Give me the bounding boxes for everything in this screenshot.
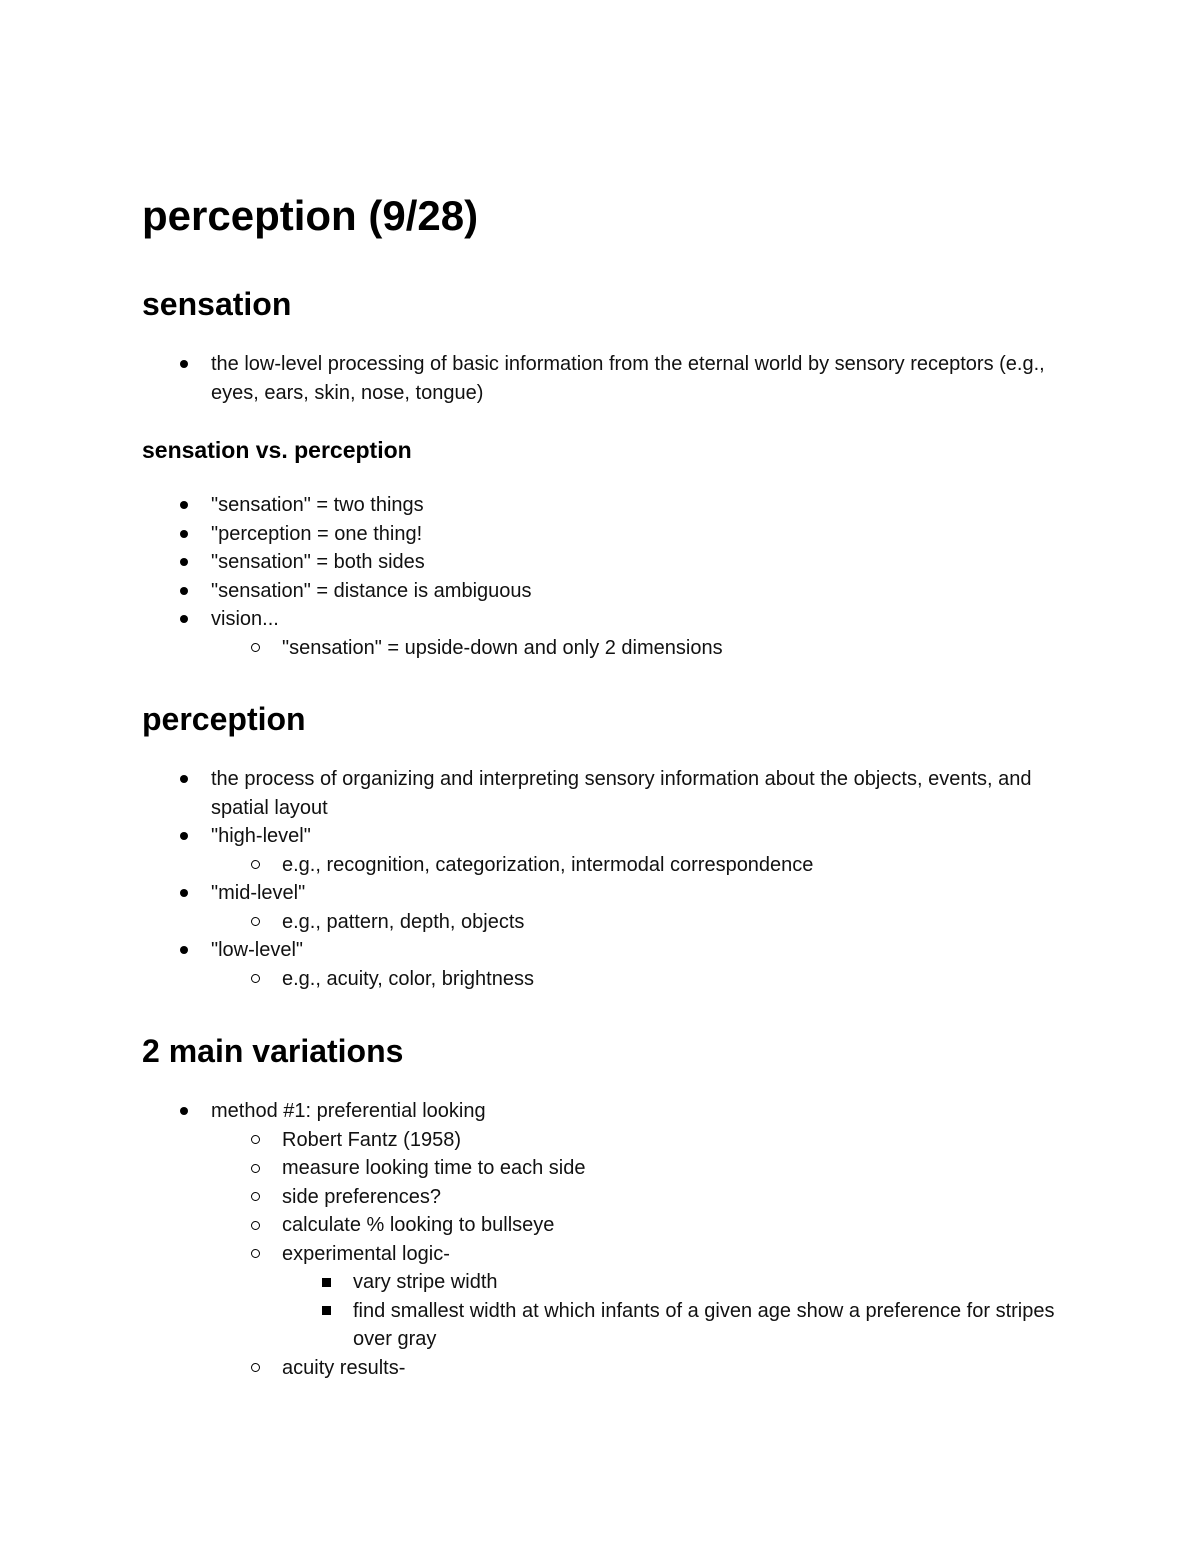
bullet-circle-icon	[247, 851, 263, 880]
list-item: "perception = one thing!	[142, 520, 723, 549]
bullet-circle-icon	[247, 908, 263, 937]
list-item: "low-level"	[142, 936, 1072, 965]
heading-perception: perception	[142, 701, 306, 737]
sensation-vs-perception-list	[142, 491, 723, 662]
list-item: "high-level"	[142, 822, 1072, 851]
bullet-circle-icon	[247, 1354, 263, 1383]
bullet-square-icon	[318, 1268, 334, 1297]
list-item: calculate % looking to bullseye	[142, 1211, 1072, 1240]
bullet-square-icon	[318, 1297, 334, 1326]
heading-2-main-variations: 2 main variations	[142, 1033, 404, 1069]
bullet-circle-icon	[247, 965, 263, 994]
list-item: "sensation" = both sides	[142, 548, 723, 577]
list-item: e.g., recognition, categorization, intermodal correspondence	[142, 851, 1072, 880]
bullet-circle-icon	[247, 1126, 263, 1155]
bullet-dot-icon	[176, 1097, 192, 1126]
page-title: perception (9/28)	[142, 192, 479, 239]
bullet-circle-icon	[247, 1240, 263, 1269]
bullet-dot-icon	[176, 936, 192, 965]
variations-list	[142, 1097, 1072, 1382]
list-item: "sensation" = two things	[142, 491, 723, 520]
list-item: the low-level processing of basic information from the eternal world by sensory receptors (e.g., eyes, ears, skin, nose, tongue)	[142, 350, 1072, 407]
bullet-dot-icon	[176, 577, 192, 606]
list-item: "sensation" = distance is ambiguous	[142, 577, 723, 606]
list-item: method #1: preferential looking	[142, 1097, 1072, 1126]
list-item: side preferences?	[142, 1183, 1072, 1212]
bullet-dot-icon	[176, 350, 192, 379]
list-item: the process of organizing and interpreting sensory information about the objects, events, and spatial layout	[142, 765, 1072, 822]
bullet-dot-icon	[176, 765, 192, 794]
list-item: e.g., pattern, depth, objects	[142, 908, 1072, 937]
bullet-dot-icon	[176, 548, 192, 577]
list-item: "sensation" = upside-down and only 2 dimensions	[142, 634, 723, 663]
list-item: "mid-level"	[142, 879, 1072, 908]
sensation-list	[142, 350, 1072, 407]
list-item: e.g., acuity, color, brightness	[142, 965, 1072, 994]
list-item: Robert Fantz (1958)	[142, 1126, 1072, 1155]
bullet-dot-icon	[176, 605, 192, 634]
bullet-circle-icon	[247, 1211, 263, 1240]
list-item: experimental logic-	[142, 1240, 1072, 1269]
heading-sensation: sensation	[142, 286, 292, 322]
perception-list	[142, 765, 1072, 993]
bullet-dot-icon	[176, 491, 192, 520]
bullet-dot-icon	[176, 879, 192, 908]
heading-sensation-vs-perception: sensation vs. perception	[142, 437, 412, 463]
bullet-circle-icon	[247, 1154, 263, 1183]
list-item: acuity results-	[142, 1354, 1072, 1383]
list-item: measure looking time to each side	[142, 1154, 1072, 1183]
list-item: vary stripe width	[142, 1268, 1072, 1297]
bullet-dot-icon	[176, 822, 192, 851]
bullet-circle-icon	[247, 1183, 263, 1212]
list-item: vision...	[142, 605, 723, 634]
list-item: find smallest width at which infants of a given age show a preference for stripes over gray	[142, 1297, 1072, 1354]
bullet-dot-icon	[176, 520, 192, 549]
bullet-circle-icon	[247, 634, 263, 663]
